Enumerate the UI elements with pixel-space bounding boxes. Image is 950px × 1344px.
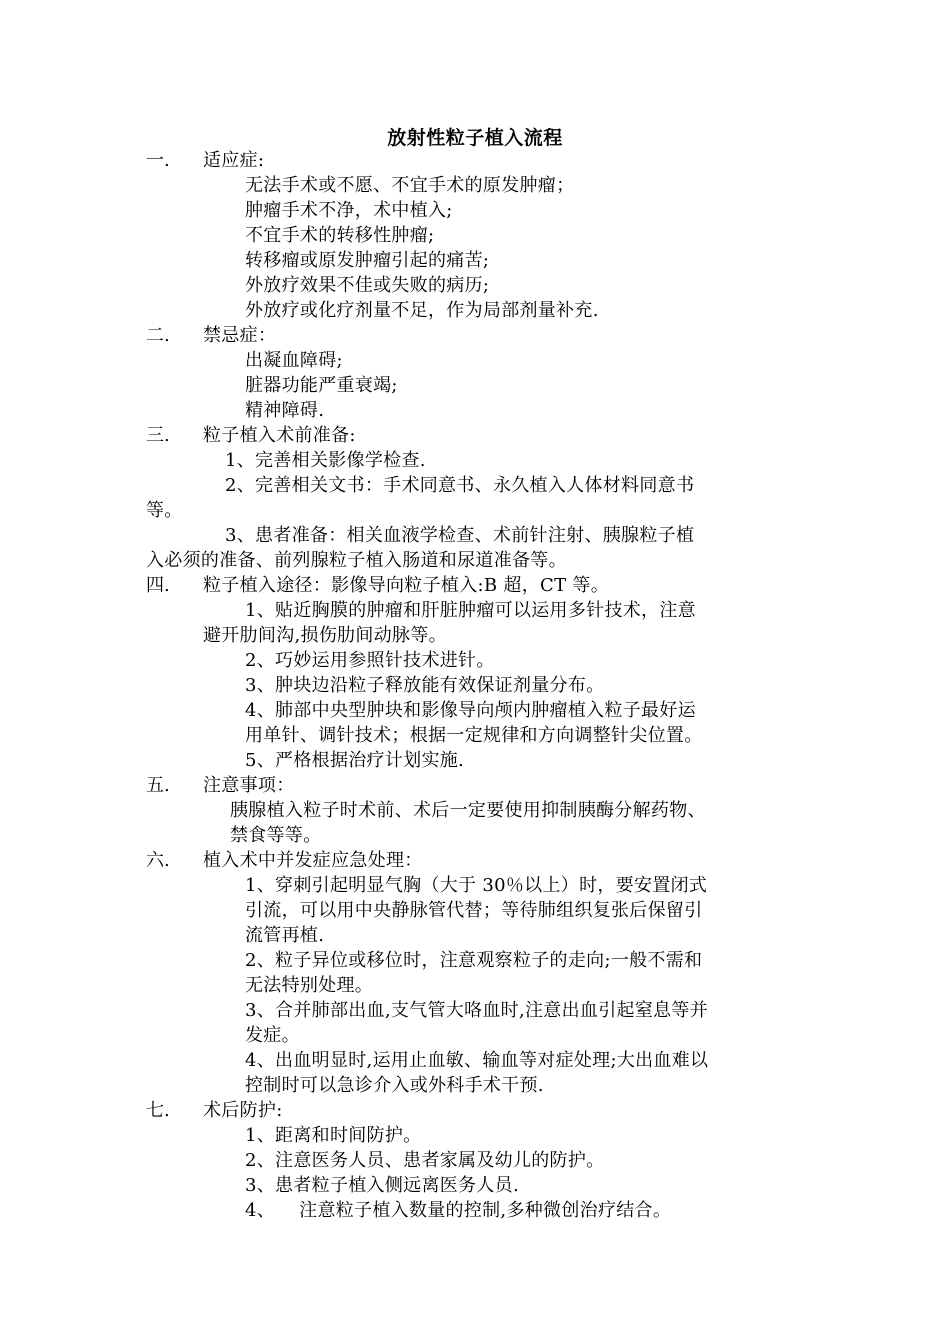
list-item: 2、注意医务人员、患者家属及幼儿的防护。 [245,1150,605,1171]
list-item: 脏器功能严重衰竭; [245,375,398,396]
list-item: 4、 注意粒子植入数量的控制,多种微创治疗结合。 [245,1200,672,1221]
list-item: 3、合并肺部出血,支气管大咯血时,注意出血引起窒息等并 [245,1000,708,1021]
list-item: 不宜手术的转移性肿瘤; [245,225,435,246]
list-item: 1、距离和时间防护。 [245,1125,422,1146]
section-number: 一. [146,150,170,171]
list-item: 1、贴近胸膜的肿瘤和肝脏肿瘤可以运用多针技术，注意 [245,600,696,621]
list-item: 2、巧妙运用参照针技术进针。 [245,650,495,671]
section-heading: 适应症: [203,150,265,171]
list-item: 等。 [146,500,183,521]
list-item: 避开肋间沟,损伤肋间动脉等。 [203,625,447,646]
list-item: 1、完善相关影像学检查. [225,450,426,471]
list-item: 3、患者粒子植入侧远离医务人员. [245,1175,519,1196]
list-item: 4、出血明显时,运用止血敏、输血等对症处理;大出血难以 [245,1050,709,1071]
list-item: 控制时可以急诊介入或外科手术干预. [245,1075,544,1096]
section-heading: 术后防护: [203,1100,283,1121]
list-item: 2、完善相关文书：手术同意书、永久植入人体材料同意书 [225,475,695,496]
document-title: 放射性粒子植入流程 [387,127,563,149]
section-heading: 植入术中并发症应急处理： [203,850,423,871]
section-number: 二. [146,325,170,346]
list-item: 流管再植. [245,925,325,946]
section-number: 六. [146,850,170,871]
list-item: 4、肺部中央型肿块和影像导向颅内肿瘤植入粒子最好运 [245,700,696,721]
list-item: 转移瘤或原发肿瘤引起的痛苦; [245,250,490,271]
list-item: 外放疗或化疗剂量不足，作为局部剂量补充. [245,300,599,321]
section-heading: 注意事项： [203,775,295,796]
section-number: 四. [146,575,170,596]
list-item: 无法手术或不愿、不宜手术的原发肿瘤； [245,175,575,196]
section-number: 七. [146,1100,170,1121]
list-item: 2、粒子异位或移位时，注意观察粒子的走向;一般不需和 [245,950,703,971]
list-item: 禁食等等。 [230,825,322,846]
list-item: 1、穿刺引起明显气胸（大于 30％以上）时，要安置闭式 [245,875,708,896]
list-item: 胰腺植入粒子时术前、术后一定要使用抑制胰酶分解药物、 [230,800,706,821]
section-heading: 粒子植入术前准备: [203,425,356,446]
list-item: 3、患者准备：相关血液学检查、术前针注射、胰腺粒子植 [225,525,695,546]
list-item: 无法特别处理。 [245,975,374,996]
section-number: 三. [146,425,170,446]
list-item: 3、肿块边沿粒子释放能有效保证剂量分布。 [245,675,605,696]
list-item: 精神障碍. [245,400,325,421]
list-item: 入必须的准备、前列腺粒子植入肠道和尿道准备等。 [146,550,567,571]
list-item: 肿瘤手术不净，术中植入; [245,200,453,221]
list-item: 出凝血障碍; [245,350,343,371]
list-item: 5、严格根据治疗计划实施. [245,750,465,771]
list-item: 用单针、调针技术；根据一定规律和方向调整针尖位置。 [245,725,703,746]
list-item: 引流，可以用中央静脉管代替；等待肺组织复张后保留引 [245,900,703,921]
list-item: 发症。 [245,1025,300,1046]
list-item: 外放疗效果不佳或失败的病历; [245,275,490,296]
section-heading: 粒子植入途径：影像导向粒子植入:B 超，CT 等。 [203,575,610,596]
section-number: 五. [146,775,170,796]
section-heading: 禁忌症： [203,325,277,346]
